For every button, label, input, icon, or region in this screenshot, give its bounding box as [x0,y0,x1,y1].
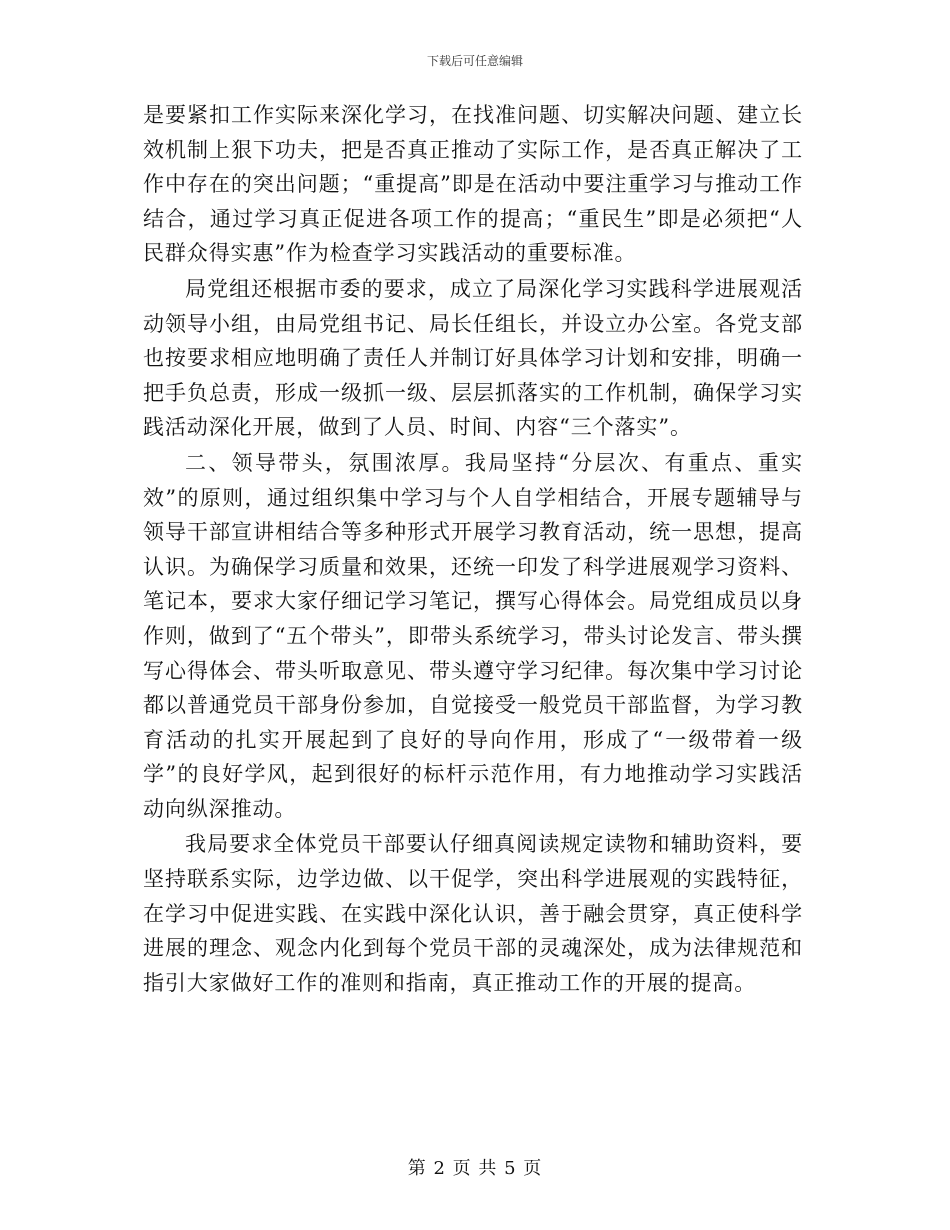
paragraph-3: 二、领导带头，氛围浓厚。我局坚持“分层次、有重点、重实效”的原则，通过组织集中学习与个人自学相结合，开展专题辅导与领导干部宣讲相结合等多种形式开展学习教育活动，统一思想，提高认识。为确保学习质量和效果，还统一印发了科学进展观学习资料、笔记本，要求大家仔细记学习笔记，撰写心得体会。局党组成员以身作则，做到了“五个带头”，即带头系统学习，带头讨论发言、带头撰写心得体会、带头听取意见、带头遵守学习纪律。每次集中学习讨论都以普通党员干部身份参加，自觉接受一般党员干部监督，为学习教育活动的扎实开展起到了良好的导向作用，形成了“一级带着一级学”的良好学风，起到很好的标杆示范作用，有力地推动学习实践活动向纵深推动。 [143,450,803,821]
page-number-footer: 第 2 页 共 5 页 [407,1158,543,1179]
document-body [143,98,803,1001]
paragraph-2: 局党组还根据市委的要求，成立了局深化学习实践科学进展观活动领导小组，由局党组书记、局长任组长，并设立办公室。各党支部也按要求相应地明确了责任人并制订好具体学习计划和安排，明确一把手负总责，形成一级抓一级、层层抓落实的工作机制，确保学习实践活动深化开展，做到了人员、时间、内容“三个落实”。 [143,276,803,440]
paragraph-4: 我局要求全体党员干部要认仔细真阅读规定读物和辅助资料，要坚持联系实际，边学边做、以干促学，突出科学进展观的实践特征，在学习中促进实践、在实践中深化认识，善于融会贯穿，真正使科学进展的理念、观念内化到每个党员干部的灵魂深处，成为法律规范和指引大家做好工作的准则和指南，真正推动工作的开展的提高。 [143,832,803,995]
paragraph-1: 是要紧扣工作实际来深化学习，在找准问题、切实解决问题、建立长效机制上狠下功夫，把是否真正推动了实际工作，是否真正解决了工作中存在的突出问题；“重提高”即是在活动中要注重学习与推动工作结合，通过学习真正促进各项工作的提高；“重民生”即是必须把“人民群众得实惠”作为检查学习实践活动的重要标准。 [143,103,803,266]
page-header: 下载后可任意编辑 [426,54,523,68]
